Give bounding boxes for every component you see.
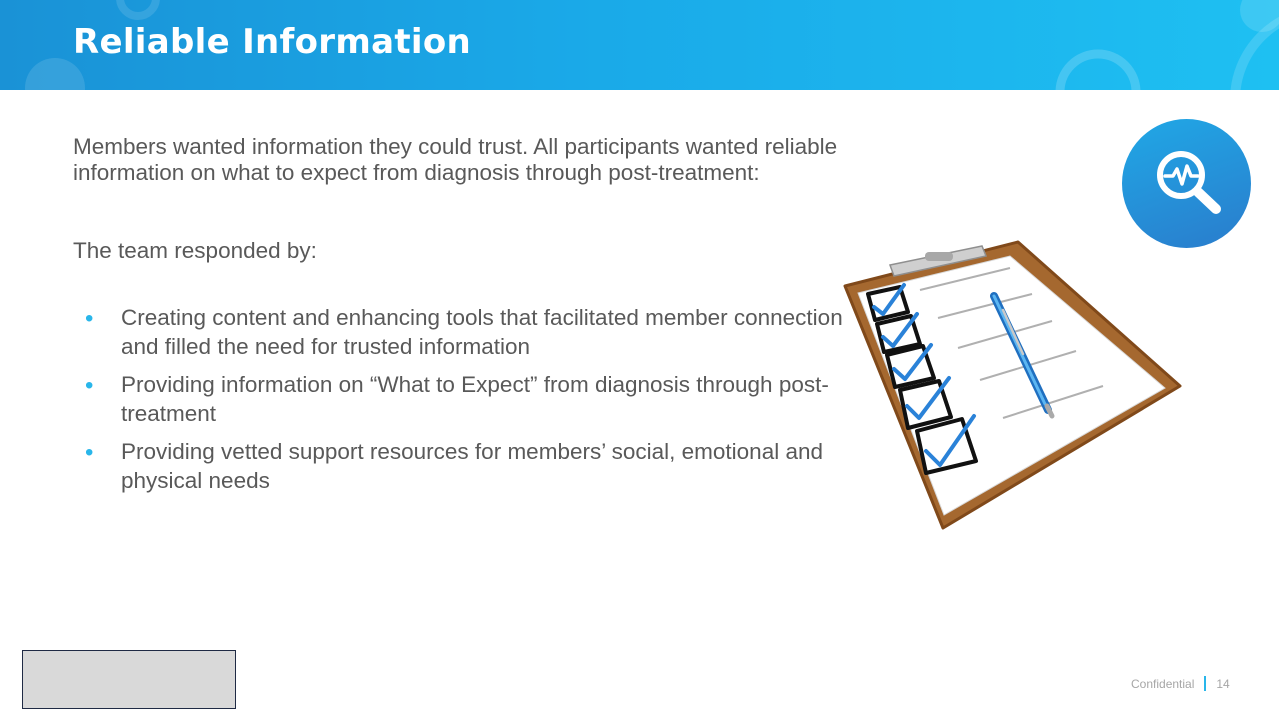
list-item-text: Providing information on “What to Expect” from diagnosis through post-treatment [121, 372, 829, 426]
page-title: Reliable Information [73, 22, 471, 62]
header-banner [0, 0, 1279, 90]
list-item [85, 370, 845, 428]
response-list [85, 303, 845, 504]
list-item-text: Creating content and enhancing tools that facilitated member connection and filled the need for trusted information [121, 305, 843, 359]
bullet-icon: • [85, 439, 94, 466]
footer [1131, 676, 1230, 691]
list-item-text: Providing vetted support resources for members’ social, emotional and physical needs [121, 439, 824, 493]
page-number: 14 [1216, 676, 1230, 691]
bullet-icon: • [85, 372, 94, 399]
intro-paragraph: Members wanted information they could trust. All participants wanted reliable information on what to expect from diagnosis through post-treatment: [73, 134, 838, 185]
search-pulse-icon [1122, 119, 1251, 248]
confidential-label: Confidential [1131, 676, 1195, 691]
clipboard-checklist-icon [840, 238, 1185, 533]
bullet-icon: • [85, 305, 94, 332]
list-item [85, 303, 845, 361]
responded-heading: The team responded by: [73, 238, 317, 263]
placeholder-box [22, 650, 236, 709]
list-item [85, 437, 845, 495]
footer-divider [1204, 676, 1206, 691]
